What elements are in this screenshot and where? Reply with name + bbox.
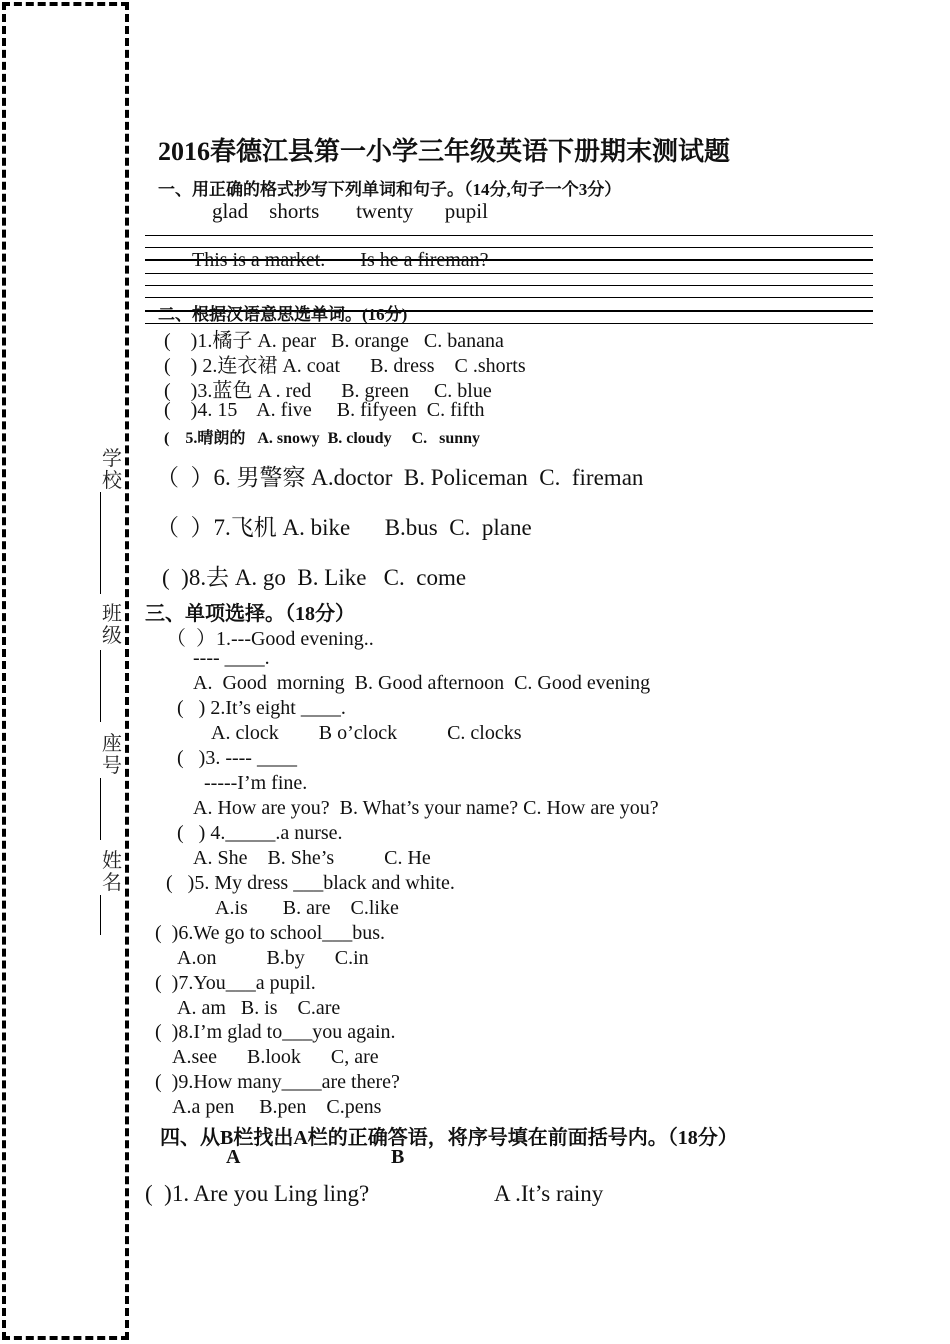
- class-line: [100, 650, 101, 722]
- s4-row1-question: ( )1. Are you Ling ling?: [145, 1181, 370, 1206]
- writing-line: [145, 247, 873, 248]
- writing-line: [145, 235, 873, 236]
- page-title: 2016春德江县第一小学三年级英语下册期末测试题: [158, 137, 731, 166]
- column-a-header: A: [226, 1146, 241, 1168]
- class-label: 班级: [102, 603, 122, 647]
- s2-item-8: ( )8.去 A. go B. Like C. come: [162, 565, 467, 590]
- s3-q2-options: A. clock B o’clock C. clocks: [211, 722, 522, 744]
- s2-item-1: ( )1.橘子 A. pear B. orange C. banana: [164, 330, 504, 352]
- s3-q6: ( )6.We go to school___bus.: [155, 922, 386, 944]
- s3-q1-blank: ---- ____.: [193, 647, 270, 669]
- s3-q4-options: A. She B. She’s C. He: [193, 847, 431, 869]
- s3-q5: ( )5. My dress ___black and white.: [166, 872, 455, 894]
- seat-line: [100, 778, 101, 840]
- s3-q4: ( ) 4._____.a nurse.: [177, 822, 343, 844]
- school-line: [100, 492, 101, 594]
- section4-heading: 四、从B栏找出A栏的正确答语，将序号填在前面括号内。（18分）: [160, 1127, 738, 1149]
- s2-item-4: ( )4. 15 A. five B. fifyeen C. fifth: [164, 399, 485, 421]
- section1-heading: 一、用正确的格式抄写下列单词和句子。（14分,句子一个3分）: [158, 180, 622, 199]
- s4-row1-answer: A .It’s rainy: [494, 1181, 604, 1206]
- s3-q3: ( )3. ---- ____: [177, 747, 297, 769]
- s3-q1-options: A. Good morning B. Good afternoon C. Good evening: [193, 672, 651, 694]
- s2-item-5: ( 5.晴朗的 A. snowy B. cloudy C. sunny: [164, 430, 481, 447]
- school-label: 学校: [102, 448, 122, 492]
- s2-item-2: ( ) 2.连衣裙 A. coat B. dress C .shorts: [164, 355, 526, 377]
- s3-q2: ( ) 2.It’s eight ____.: [177, 697, 346, 719]
- s3-q8: ( )8.I’m glad to___you again.: [155, 1021, 396, 1043]
- name-line: [100, 895, 101, 935]
- section3-heading: 三、单项选择。（18分）: [145, 603, 355, 625]
- writing-line: [145, 273, 873, 274]
- s3-q9-options: A.a pen B.pen C.pens: [172, 1096, 382, 1118]
- name-label: 姓名: [102, 850, 122, 894]
- s2-item-7: （ ）7.飞机 A. bike B.bus C. plane: [156, 515, 532, 540]
- section1-sentences: This is a market. Is he a fireman?: [192, 249, 489, 271]
- s3-q6-options: A.on B.by C.in: [177, 947, 369, 969]
- s3-q5-options: A.is B. are C.like: [215, 897, 399, 919]
- s3-q7-options: A. am B. is C.are: [177, 997, 341, 1019]
- writing-line: [145, 285, 873, 286]
- s2-item-6: （ ）6. 男警察 A.doctor B. Policeman C. fireman: [156, 465, 644, 490]
- seat-label: 座号: [102, 733, 122, 777]
- section2-heading: 二、根据汉语意思选单词。(16分): [158, 305, 408, 324]
- s3-q8-options: A.see B.look C, are: [172, 1046, 379, 1068]
- writing-line: [145, 297, 873, 298]
- s3-q1: （ ）1.---Good evening..: [166, 628, 374, 650]
- s3-q7: ( )7.You___a pupil.: [155, 972, 316, 994]
- s3-q3-answer: -----I’m fine.: [204, 772, 308, 794]
- column-b-header: B: [391, 1146, 405, 1168]
- s2-item-3: ( )3.蓝色 A . red B. green C. blue: [164, 380, 492, 402]
- s3-q9: ( )9.How many____are there?: [155, 1071, 400, 1093]
- section1-words: glad shorts twenty pupil: [212, 199, 488, 223]
- s3-q3-options: A. How are you? B. What’s your name? C. How are you?: [193, 797, 659, 819]
- binding-strip: [2, 2, 129, 1340]
